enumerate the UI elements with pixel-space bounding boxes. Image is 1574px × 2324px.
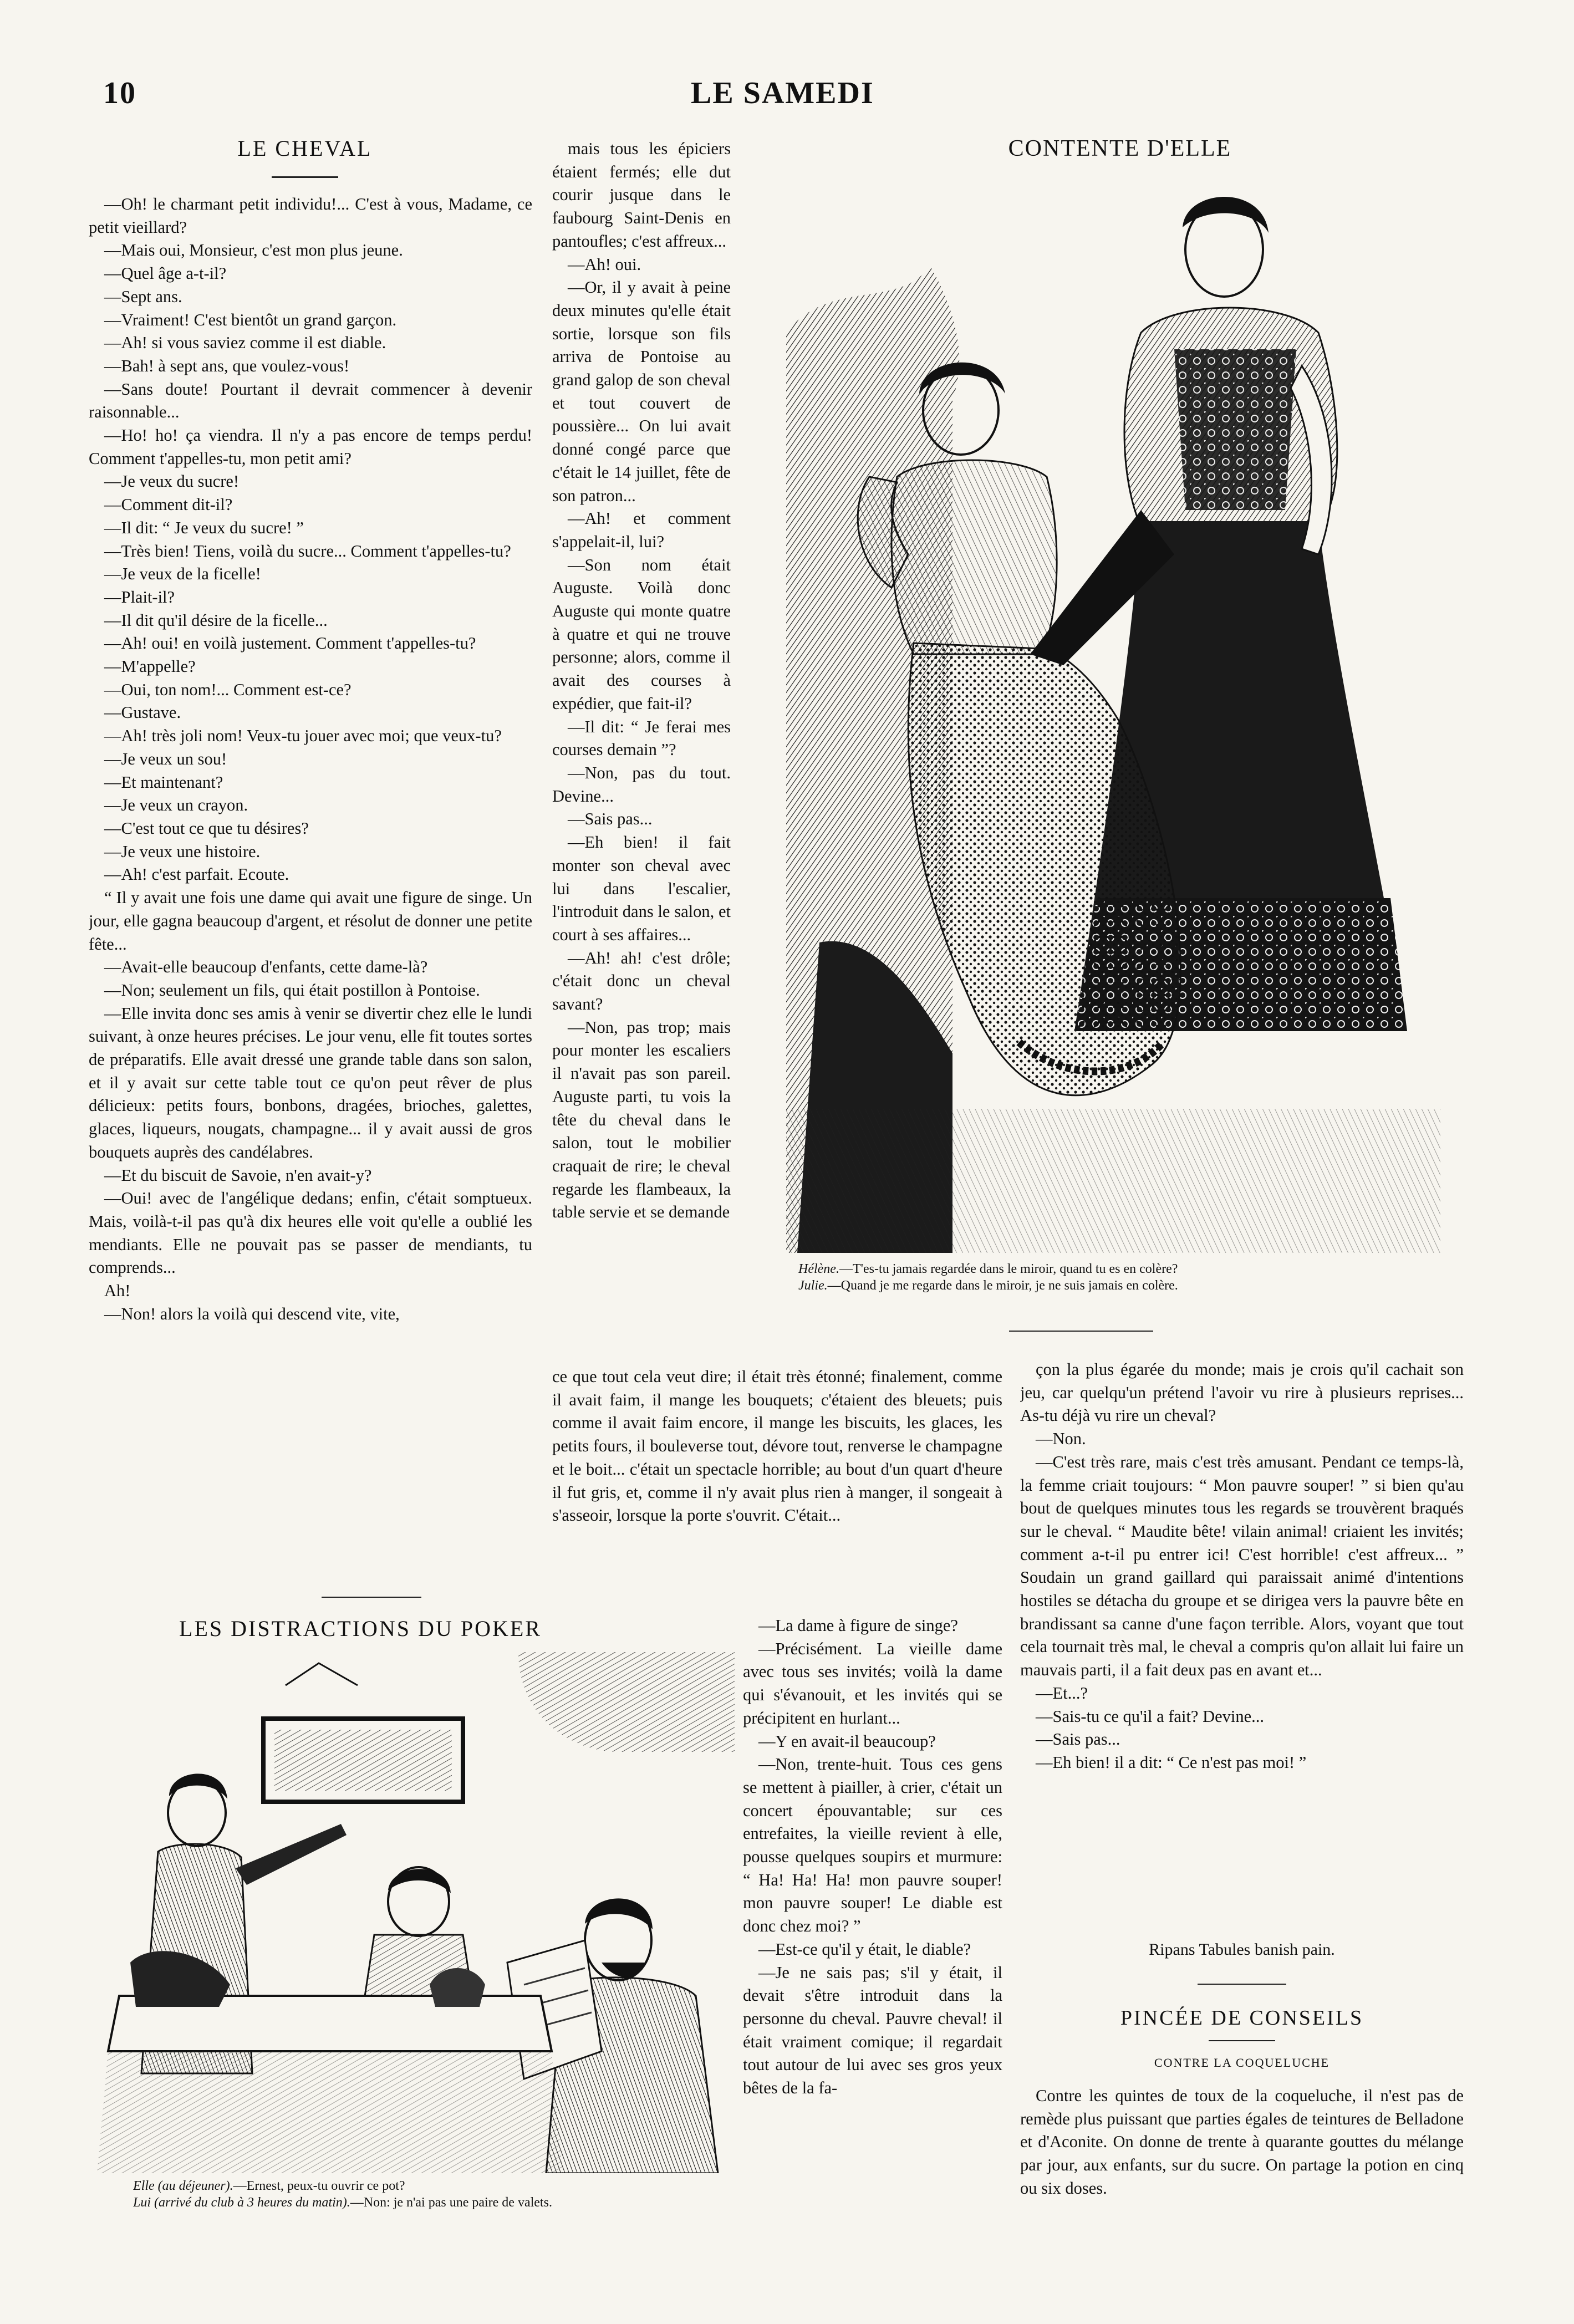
article-paragraph: çon la plus égarée du monde; mais je crois qu'il cachait son jeu, car quelqu'un prétend l'avoir vu rire à plusieurs reprises... As-tu déjà vu rire un cheval? [1020, 1360, 1464, 1425]
ripans-advert: Ripans Tabules banish pain. [1149, 1940, 1335, 1959]
article-paragraph: —Et maintenant? [104, 772, 223, 792]
article-paragraph: —Précisément. La vieille dame avec tous ses invités; voilà la dame qui s'évanouit, et les invités qui se précipitent en hurlant... [743, 1639, 1002, 1727]
caption-speaker-lui: Lui (arrivé du club à 3 heures du matin). [133, 2195, 350, 2210]
article-paragraph: “ Il y avait une fois une dame qui avait une figure de singe. Un jour, elle gagna beaucoup d'argent, et résolut de donner une petite fête... [89, 888, 532, 954]
article-paragraph: —Oh! le charmant petit individu!... C'est à vous, Madame, ce petit vieillard? [89, 195, 532, 237]
article-paragraph: —Non; seulement un fils, qui était postillon à Pontoise. [104, 980, 480, 1000]
article-paragraph: —Très bien! Tiens, voilà du sucre... Comment t'appelles-tu? [104, 541, 511, 560]
article-paragraph: —Mais oui, Monsieur, c'est mon plus jeune. [104, 241, 403, 260]
article-paragraph: —Je veux un crayon. [104, 796, 248, 815]
article-paragraph: —Sans doute! Pourtant il devrait commencer à devenir raisonnable... [89, 379, 532, 422]
article-paragraph: —Il dit qu'il désire de la ficelle... [104, 610, 328, 630]
article-paragraph: —C'est très rare, mais c'est très amusant. Pendant ce temps-là, la femme criait toujours: “ Mon pauvre souper! ” si bien qu'au bout de quelques minutes tous les regards se trouvèrent braqués sur le cheval. “ Maudite bête! vilain animal! criaient les invités; comment a-t-il pu entrer ici! C'est horrible! c'est affreux... ” Soudain un grand gaillard qui paraissait animé d'intentions hostiles se détacha du groupe et se dirigea vers la pauvre bête en brandissant sa canne d'une façon terrible. Alors, voyant que tout cela tournait très mal, le cheval a compris qu'on allait lui faire un mauvais parti, il a fait deux pas en avant et... [1020, 1452, 1464, 1680]
article-paragraph: —Je veux un sou! [104, 749, 227, 768]
cheval-column-4 [1020, 1358, 1464, 1918]
article-paragraph: —Je veux du sucre! [104, 472, 240, 491]
article-paragraph: —Ho! ho! ça viendra. Il n'y a pas encore de temps perdu! Comment t'appelles-tu, mon petit ami? [89, 426, 532, 468]
article-paragraph: —Je veux de la ficelle! [104, 564, 261, 584]
article-paragraph: —Eh bien! il fait monter son cheval avec lui dans l'escalier, l'introduit dans le salon, et court à ses affaires... [552, 833, 731, 944]
article-paragraph: —Est-ce qu'il y était, le diable? [758, 1939, 971, 1959]
caption-line-helene: —T'es-tu jamais regardée dans le miroir, quand tu es en colère? [839, 1262, 1178, 1276]
article-paragraph: —Eh bien! il a dit: “ Ce n'est pas moi! ” [1036, 1752, 1307, 1772]
article-paragraph: —Ah! si vous saviez comme il est diable. [104, 333, 386, 353]
archway [518, 1652, 735, 1752]
article-paragraph: —Il dit: “ Je ferai mes courses demain ”? [552, 717, 731, 760]
article-paragraph: —Non. [1036, 1429, 1086, 1449]
caption-line-lui: —Non: je n'ai pas une paire de valets. [350, 2195, 552, 2210]
article-paragraph: mais tous les épiciers étaient fermés; elle dut courir jusque dans le faubourg Saint-Denis en pantoufles; c'est affreux... [552, 139, 731, 251]
poker-caption [133, 2178, 737, 2233]
article-paragraph: —Plait-il? [104, 587, 175, 607]
article-paragraph: —Ah! oui! en voilà justement. Comment t'appelles-tu? [104, 634, 476, 653]
divider-rule [1009, 1331, 1153, 1332]
caption-line-julie: —Quand je me regarde dans le miroir, je ne suis jamais en colère. [827, 1278, 1178, 1293]
article-paragraph: —Il dit: “ Je veux du sucre! ” [104, 518, 304, 537]
cheval-wide-block [552, 1365, 1002, 1615]
article-paragraph: —Elle invita donc ses amis à venir se divertir chez elle le lundi suivant, à onze heures précises. Le jour venu, elle fit toutes sortes de préparatifs. Elle avait dressé une grande table dans son salon, et il y avait sur cette table tout ce qu'on peut rêver de plus délicieux: petits fours, bonbons, dragées, brioches, galettes, glaces, liqueurs, nougats, champagne... il y avait aussi de gros bouquets auprès des candélabres. [89, 1003, 532, 1161]
caption-line-elle: —Ernest, peux-tu ouvrir ce pot? [233, 2179, 405, 2193]
pincee-subtitle: CONTRE LA COQUELUCHE [1154, 2056, 1330, 2070]
article-paragraph: —Avait-elle beaucoup d'enfants, cette dame-là? [104, 957, 428, 977]
journal-title: LE SAMEDI [691, 76, 874, 110]
article-paragraph: —Non, pas trop; mais pour monter les escaliers il n'avait pas son pareil. Auguste parti, tu vois la tête du cheval dans le salon, tout le mobilier craquait de rire; le cheval regarde les flambeaux, la table servie et se demande [552, 1017, 731, 1222]
article-paragraph: —Y en avait-il beaucoup? [758, 1731, 936, 1751]
article-paragraph: —Sais pas... [568, 809, 653, 829]
contente-caption [798, 1261, 1436, 1299]
article-paragraph: —Je ne sais pas; s'il y était, il devait s'être introduit dans la personne du cheval. Pauvre cheval! il était vraiment comique; il regardait tout autour de lui avec ses gros yeux bêtes de la fa- [743, 1963, 1002, 2098]
article-paragraph: —M'appelle? [104, 657, 196, 676]
article-paragraph: —Oui, ton nom!... Comment est-ce? [104, 680, 352, 699]
article-paragraph: —Non, trente-huit. Tous ces gens se mettent à piailler, à crier, c'était un concert épouvantable; sur ces entrefaites, la vieille revient à elle, pousse quelques soupirs et murmure: “ Ha! Ha! Ha! mon pauvre souper! mon pauvre souper! Le diable est donc chez moi? ” [743, 1755, 1002, 1936]
article-paragraph: Ah! [104, 1281, 131, 1301]
article-paragraph: —Vraiment! C'est bientôt un grand garçon. [104, 310, 397, 329]
article-paragraph: —Ah! et comment s'appelait-il, lui? [552, 509, 731, 551]
illustration-title-contente: CONTENTE D'ELLE [1008, 136, 1232, 161]
article-paragraph: —Son nom était Auguste. Voilà donc Auguste qui monte quatre à quatre et qui ne trouve personne; alors, comme il avait des courses à expédier, que fait-il? [552, 555, 731, 713]
page-number: 10 [103, 76, 136, 110]
women-engraving-svg [786, 166, 1440, 1253]
pincee-column [1020, 2085, 1464, 2284]
poker-top-rule [322, 1597, 421, 1598]
article-paragraph: —Ah! ah! c'est drôle; c'était donc un cheval savant? [552, 948, 731, 1014]
article-paragraph: —Oui! avec de l'angélique dedans; enfin, c'était somptueux. Mais, voilà-t-il pas qu'à dix heures elle voit qu'elle a oublié les mendiants. Elle ne pouvait pas se passer de mendiants, tu comprends... [89, 1189, 532, 1277]
cheval-column-1 [89, 193, 532, 1562]
article-title-cheval: LE CHEVAL [237, 136, 373, 161]
article-paragraph: —Or, il y avait à peine deux minutes qu'elle était sortie, lorsque son fils arriva de Pontoise au grand galop de son cheval et tout couvert de poussière... On lui avait donné congé parce que c'était le 14 juillet, fête de son patron... [552, 278, 731, 505]
article-paragraph: —Gustave. [104, 703, 181, 722]
cheval-column-2 [552, 137, 731, 1366]
poker-breakfast-illustration [86, 1652, 735, 2173]
article-paragraph: —Ah! c'est parfait. Ecoute. [104, 865, 289, 884]
caption-speaker-helene: Hélène. [798, 1262, 839, 1276]
article-paragraph: —Sept ans. [104, 287, 182, 306]
article-paragraph: —Quel âge a-t-il? [104, 264, 227, 283]
article-paragraph: —Ah! oui. [568, 254, 641, 274]
article-paragraph: —Non, pas du tout. Devine... [552, 763, 731, 806]
article-paragraph: —Comment dit-il? [104, 495, 233, 514]
advert-rule [1198, 1984, 1286, 1985]
article-paragraph: —Sais-tu ce qu'il a fait? Devine... [1036, 1706, 1265, 1726]
article-paragraph: —Sais pas... [1036, 1730, 1120, 1749]
title-rule [272, 176, 338, 178]
caption-speaker-julie: Julie. [798, 1278, 828, 1293]
article-paragraph: —Non! alors la voilà qui descend vite, vite, [104, 1304, 400, 1323]
pincee-paragraph: Contre les quintes de toux de la coqueluche, il n'est pas de remède plus puissant que parties égales de teintures de Belladone et d'Aconite. On donne de trente à quarante gouttes du mélange par jour, aux enfants, sur du sucre. On partage la potion en cinq ou six doses. [1020, 2086, 1464, 2198]
article-paragraph: —Bah! à sept ans, que voulez-vous! [104, 356, 350, 375]
pincee-rule [1209, 2040, 1275, 2041]
illustration-title-poker: LES DISTRACTIONS DU POKER [179, 1616, 542, 1641]
article-paragraph: —C'est tout ce que tu désires? [104, 818, 309, 838]
article-paragraph: —Je veux une histoire. [104, 842, 261, 861]
cheval-column-3 [743, 1614, 1002, 2277]
two-women-illustration [786, 166, 1440, 1253]
poker-engraving-svg [86, 1652, 735, 2173]
pincee-title: PINCÉE DE CONSEILS [1120, 2006, 1364, 2030]
article-paragraph: —La dame à figure de singe? [758, 1616, 958, 1635]
article-paragraph: —Ah! très joli nom! Veux-tu jouer avec moi; que veux-tu? [104, 726, 502, 746]
article-paragraph: —Et...? [1036, 1683, 1088, 1703]
caption-speaker-elle: Elle (au déjeuner). [133, 2179, 233, 2193]
article-paragraph: —Et du biscuit de Savoie, n'en avait-y? [104, 1165, 372, 1185]
cheval-wide-paragraph: ce que tout cela veut dire; il était très étonné; finalement, comme il avait faim, il mange les bouquets; c'étaient des bleuets; puis comme il avait faim encore, il mange les biscuits, les glaces, les petits fours, il bouleverse tout, dévore tout, renverse le champagne et le boit... c'était un spectacle horrible; au bout d'un quart d'heure il fut gris, et, comme il n'y avait plus rien à manger, il songeait à s'asseoir, lorsque la porte s'ouvrit. C'était... [552, 1367, 1002, 1525]
